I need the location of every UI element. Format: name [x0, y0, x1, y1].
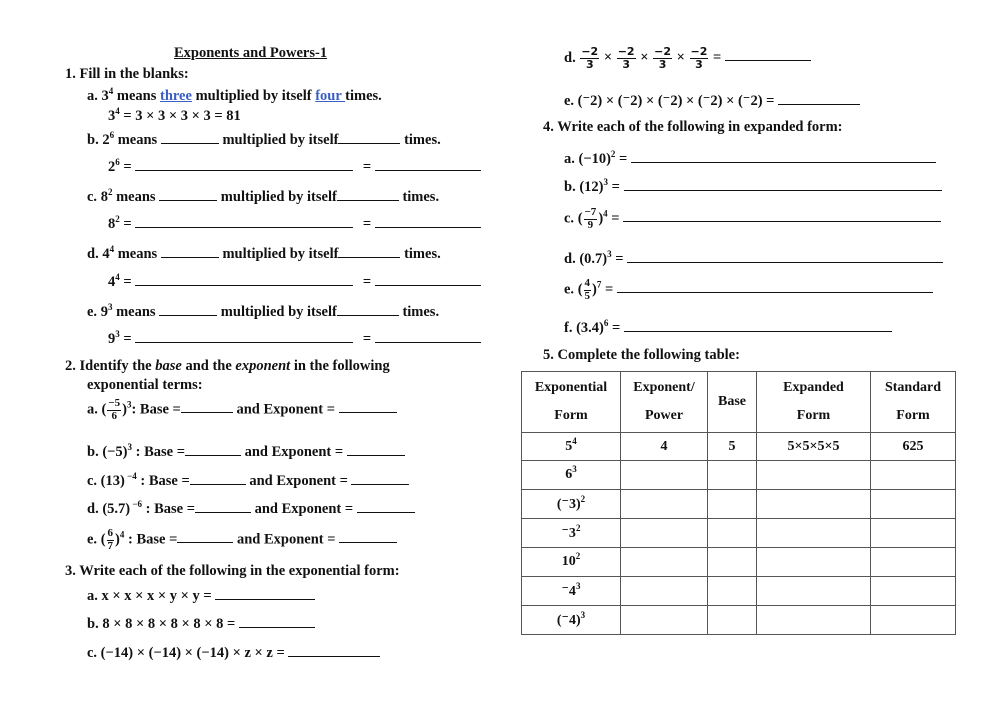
- s4-item-d: d. $(0.7)^3$ =: [564, 249, 943, 267]
- blank[interactable]: [215, 586, 315, 600]
- cell-standard[interactable]: [871, 461, 956, 490]
- blank[interactable]: [339, 529, 397, 543]
- s1-item-d-equation: $4^4$ = =: [108, 272, 481, 290]
- s2-item-b: b. $(-5)^3$ : Base = and Exponent =: [87, 442, 405, 460]
- blank[interactable]: [337, 187, 399, 201]
- s2-item-a: a. ( $\frac{-5}{6}$ )$^3$: Base = and Exponent =: [87, 398, 397, 422]
- blank[interactable]: [338, 244, 400, 258]
- s1-item-e-product: e. (⁻2) × (⁻2) × (⁻2) × (⁻2) × (⁻2) =: [564, 91, 860, 109]
- blank[interactable]: [159, 302, 217, 316]
- cell-expanded: 5×5×5×5: [757, 433, 871, 461]
- s1-item-b-equation: $2^6$ = =: [108, 157, 481, 175]
- s3-item-a: a. x × x × x × y × y =: [87, 586, 315, 604]
- blank[interactable]: [624, 177, 942, 191]
- cell-base[interactable]: [708, 519, 757, 548]
- s1-item-a: a. $3^4$ means three multiplied by itself four times.: [87, 86, 382, 104]
- cell-power[interactable]: [621, 490, 708, 519]
- s4-item-f: f. $(3.4)^6$ =: [564, 318, 892, 336]
- table-row: [522, 433, 956, 461]
- cell-power[interactable]: [621, 519, 708, 548]
- s4-item-e: e. ( $\frac{4}{5}$ )$^7$ =: [564, 278, 933, 302]
- cell-expanded[interactable]: [757, 548, 871, 577]
- s4-item-a: a. $(-10)^2$ =: [564, 149, 936, 167]
- s1-item-c-equation: $8^2$ = =: [108, 214, 481, 232]
- s4-item-b: b. $(12)^3$ =: [564, 177, 942, 195]
- section-5-heading: 5. Complete the following table:: [543, 347, 740, 363]
- cell-exponential-form: $^-3^2$: [522, 519, 621, 548]
- cell-power[interactable]: [621, 461, 708, 490]
- blank[interactable]: [375, 214, 481, 228]
- cell-standard[interactable]: [871, 519, 956, 548]
- header-base: Base: [708, 372, 757, 433]
- blank[interactable]: [631, 149, 936, 163]
- cell-exponential-form: $(^-3)^2$: [522, 490, 621, 519]
- blank[interactable]: [135, 214, 353, 228]
- blank[interactable]: [375, 329, 481, 343]
- cell-standard[interactable]: [871, 606, 956, 635]
- section-1-heading: 1. Fill in the blanks:: [65, 66, 189, 82]
- blank[interactable]: [239, 614, 315, 628]
- answer-four: four: [315, 88, 346, 104]
- cell-standard[interactable]: [871, 490, 956, 519]
- cell-power[interactable]: [621, 606, 708, 635]
- header-exponential-form: Exponential Form: [522, 372, 621, 433]
- s2-item-e: e. ( $\frac{6}{7}$ )$^4$ : Base = and Exponent =: [87, 528, 397, 552]
- blank[interactable]: [375, 157, 481, 171]
- table-header-row: [522, 372, 956, 433]
- cell-expanded[interactable]: [757, 519, 871, 548]
- exponent-table: [521, 371, 956, 635]
- blank[interactable]: [288, 643, 380, 657]
- blank[interactable]: [357, 499, 415, 513]
- table-row: [522, 490, 956, 519]
- blank[interactable]: [161, 130, 219, 144]
- cell-expanded[interactable]: [757, 606, 871, 635]
- table-row: [522, 461, 956, 490]
- s1-item-a-expansion: $3^4 = 3 \times 3 \times 3 \times 3 = 81$: [108, 106, 241, 124]
- cell-base[interactable]: [708, 461, 757, 490]
- section-4-heading: 4. Write each of the following in expanded form:: [543, 119, 843, 135]
- s1-item-e: e. $9^3$ means multiplied by itself times.: [87, 302, 440, 320]
- cell-base[interactable]: [708, 490, 757, 519]
- blank[interactable]: [627, 249, 943, 263]
- section-2-heading: 2. Identify the base and the exponent in the following: [65, 358, 390, 374]
- cell-power: 4: [621, 433, 708, 461]
- cell-base: 5: [708, 433, 757, 461]
- blank[interactable]: [185, 442, 241, 456]
- s4-item-c: c. ( $\frac{-7}{9}$ )$^4$ =: [564, 207, 941, 231]
- blank[interactable]: [624, 318, 892, 332]
- answer-three: three: [159, 88, 192, 104]
- blank[interactable]: [617, 279, 933, 293]
- blank[interactable]: [339, 399, 397, 413]
- s3-item-c: c. (−14) × (−14) × (−14) × z × z =: [87, 643, 380, 661]
- s2-item-d: d. (5.7) $^{-6}$ : Base = and Exponent =: [87, 499, 415, 517]
- cell-expanded[interactable]: [757, 461, 871, 490]
- header-standard-form: Standard Form: [871, 372, 956, 433]
- cell-power[interactable]: [621, 548, 708, 577]
- blank[interactable]: [161, 244, 219, 258]
- blank[interactable]: [177, 529, 233, 543]
- cell-standard[interactable]: [871, 548, 956, 577]
- cell-expanded[interactable]: [757, 577, 871, 606]
- cell-exponential-form: $(^-4)^3$: [522, 606, 621, 635]
- blank[interactable]: [778, 91, 860, 105]
- table-row: [522, 577, 956, 606]
- cell-base[interactable]: [708, 548, 757, 577]
- section-2-heading-line2: exponential terms:: [87, 377, 203, 393]
- section-3-heading: 3. Write each of the following in the exponential form:: [65, 563, 400, 579]
- blank[interactable]: [623, 208, 941, 222]
- s3-item-b: b. 8 × 8 × 8 × 8 × 8 × 8 =: [87, 614, 315, 632]
- blank[interactable]: [725, 47, 811, 61]
- table-row: [522, 519, 956, 548]
- cell-exponential-form: $^-4^3$: [522, 577, 621, 606]
- header-expanded-form: Expanded Form: [757, 372, 871, 433]
- s2-item-c: c. (13) $^{-4}$ : Base = and Exponent =: [87, 471, 409, 489]
- blank[interactable]: [135, 157, 353, 171]
- cell-standard: 625: [871, 433, 956, 461]
- blank[interactable]: [347, 442, 405, 456]
- header-exponent-power: Exponent/ Power: [621, 372, 708, 433]
- s1-item-e-equation: $9^3$ = =: [108, 329, 481, 347]
- cell-power[interactable]: [621, 577, 708, 606]
- blank[interactable]: [351, 471, 409, 485]
- cell-exponential-form: $6^3$: [522, 461, 621, 490]
- blank[interactable]: [159, 187, 217, 201]
- cell-exponential-form: $10^2$: [522, 548, 621, 577]
- s1-item-d-fractions: d. $\frac{-2}{3}$ × $\frac{-2}{3}$ × $\frac{-2}{3}$ × $\frac{-2}{3}$ =: [564, 46, 811, 70]
- cell-base[interactable]: [708, 577, 757, 606]
- blank[interactable]: [190, 471, 246, 485]
- s1-item-d: d. $4^4$ means multiplied by itself times.: [87, 244, 441, 262]
- blank[interactable]: [375, 272, 481, 286]
- table-row: [522, 606, 956, 635]
- cell-base[interactable]: [708, 606, 757, 635]
- table-row: [522, 548, 956, 577]
- cell-expanded[interactable]: [757, 490, 871, 519]
- page-title: Exponents and Powers-1: [174, 45, 328, 61]
- blank[interactable]: [135, 329, 353, 343]
- blank[interactable]: [338, 130, 400, 144]
- blank[interactable]: [195, 499, 251, 513]
- s1-item-c: c. $8^2$ means multiplied by itself times.: [87, 187, 440, 205]
- blank[interactable]: [135, 272, 353, 286]
- blank[interactable]: [181, 399, 233, 413]
- cell-exponential-form: $5^4$: [522, 433, 621, 461]
- blank[interactable]: [337, 302, 399, 316]
- cell-standard[interactable]: [871, 577, 956, 606]
- s1-item-b: b. $2^6$ means multiplied by itself times.: [87, 130, 441, 148]
